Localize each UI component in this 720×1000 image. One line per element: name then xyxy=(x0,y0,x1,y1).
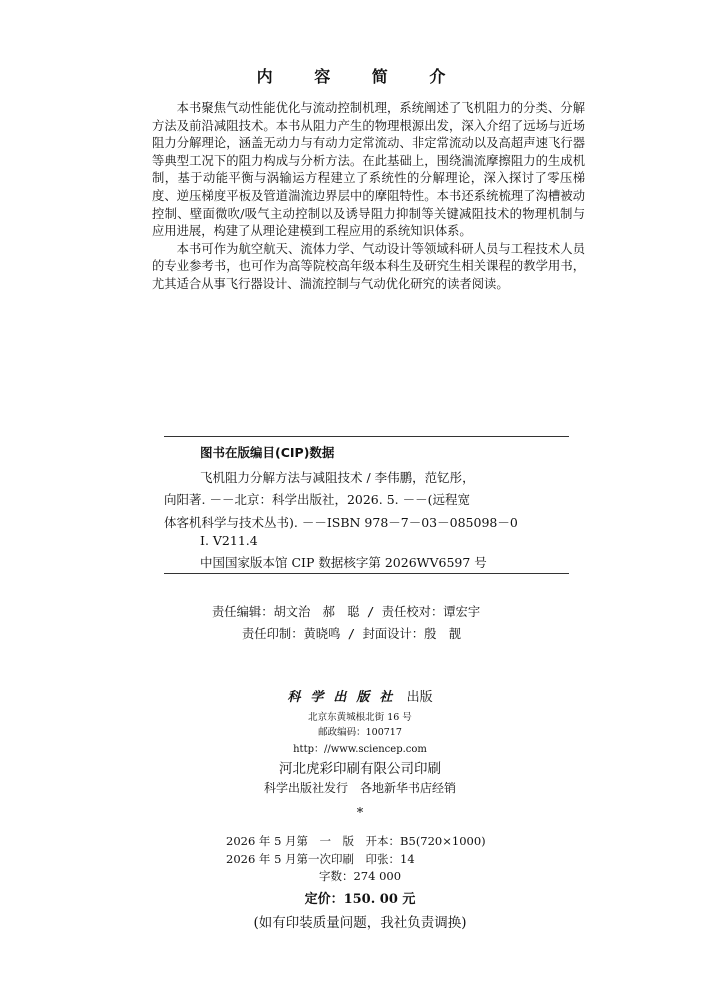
cip-heading: 图书在版编目(CIP)数据 xyxy=(200,445,335,460)
cip-line-publication: 向阳著. －－北京：科学出版社，2026. 5. －－(远程宽 xyxy=(164,492,470,507)
intro-paragraph-2: 本书可作为航空航天、流体力学、气动设计等领域科研人员与工程技术人员的专业参考书，也可作为高等院校高年级本科生及研究生相关课程的教学用书，尤其适合从事飞行器设计、湍流控制与气动优化研究的读者阅读。 xyxy=(152,241,585,291)
word-count: 字数：274 000 xyxy=(318,869,402,883)
publisher-suffix: 出版 xyxy=(406,690,433,705)
cip-line-record-number: 中国国家版本馆 CIP 数据核字第 2026WV6597 号 xyxy=(200,555,487,570)
printer-line: 河北虎彩印刷有限公司印刷 xyxy=(279,761,441,777)
edition-line: 2026 年 5 月第 一 版 开本：B5(720×1000) xyxy=(226,834,486,848)
cip-line-series-isbn: 体客机科学与技术丛书). －－ISBN 978－7－03－085098－0 xyxy=(164,515,518,530)
distribution-line: 科学出版社发行 各地新华书店经销 xyxy=(263,781,456,795)
cip-line-classification: Ⅰ. V211.4 xyxy=(200,533,258,548)
editor-credits: 责任编辑：胡文治 郝 聪 / 责任校对：谭宏宇 xyxy=(212,605,481,619)
page-title: 内 容 简 介 xyxy=(256,67,464,86)
cip-data-block xyxy=(164,436,569,574)
quality-notice: (如有印装质量问题，我社负责调换) xyxy=(253,915,467,931)
price: 定价：150. 00 元 xyxy=(304,892,416,907)
publisher-name: 科学出版社 xyxy=(287,690,403,705)
separator-star: * xyxy=(356,806,364,821)
production-credits: 责任印制：黄晓鸣 / 封面设计：殷 靓 xyxy=(242,627,461,641)
intro-paragraph-1: 本书聚焦气动性能优化与流动控制机理，系统阐述了飞机阻力的分类、分解方法及前沿减阻技术。本书从阻力产生的物理根源出发，深入介绍了远场与近场阻力分解理论，涵盖无动力与有动力定常流动、非定常流动以及高超声速飞行器等典型工况下的阻力构成与分析方法。在此基础上，围绕湍流摩擦阻力的生成机制，基于动能平衡与涡输运方程建立了系统性的分解理论，深入探讨了零压梯度、逆压梯度平板及管道湍流边界层中的摩阻特性。本书还系统梳理了沟槽被动控制、壁面微吹/吸气主动控制以及诱导阻力抑制等关键减阻技术的物理机制与应用进展，构建了从理论建模到工程应用的系统知识体系。 xyxy=(152,101,585,239)
printing-line: 2026 年 5 月第一次印刷 印张：14 xyxy=(226,852,415,866)
cip-line-title: 飞机阻力分解方法与减阻技术 / 李伟鹏，范钇彤， xyxy=(200,470,475,485)
postal-code: 邮政编码：100717 xyxy=(318,727,402,738)
intro-section xyxy=(152,100,585,294)
publisher-address: 北京东黄城根北街 16 号 xyxy=(308,712,412,723)
publisher-website: http：//www.sciencep.com xyxy=(293,744,427,755)
publisher-line xyxy=(0,686,720,705)
